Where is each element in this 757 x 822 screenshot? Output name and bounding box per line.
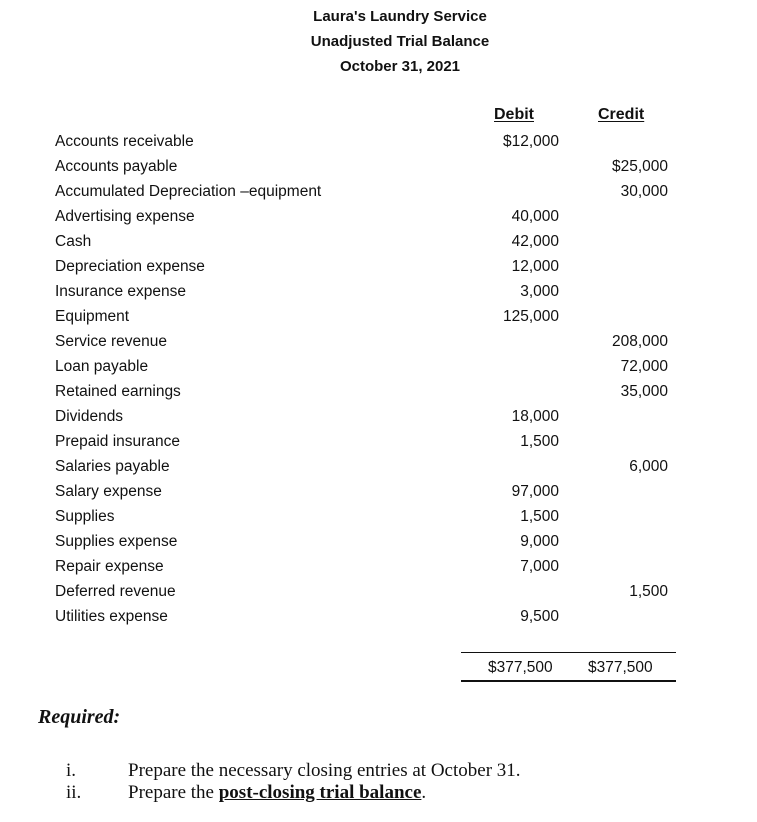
account-name: Cash bbox=[55, 233, 92, 250]
report-title-company: Laura's Laundry Service bbox=[313, 8, 487, 25]
table-row bbox=[0, 179, 757, 204]
debit-total: $377,500 bbox=[488, 659, 553, 676]
table-row bbox=[0, 579, 757, 604]
debit-amount: 97,000 bbox=[511, 483, 559, 500]
account-name: Deferred revenue bbox=[55, 583, 176, 600]
debit-column-header: Debit bbox=[494, 106, 534, 123]
credit-amount: 35,000 bbox=[620, 383, 668, 400]
table-row bbox=[0, 454, 757, 479]
table-row bbox=[0, 329, 757, 354]
debit-amount: 1,500 bbox=[520, 508, 559, 525]
credit-amount: 208,000 bbox=[611, 333, 668, 350]
task-text-prefix: Prepare the bbox=[128, 782, 219, 803]
debit-amount: 3,000 bbox=[520, 283, 559, 300]
debit-amount: 9,500 bbox=[520, 608, 559, 625]
task-number: ii. bbox=[66, 782, 82, 803]
account-name: Accounts payable bbox=[55, 158, 178, 175]
task-text-emphasis: post-closing trial balance bbox=[218, 782, 422, 803]
table-row bbox=[0, 429, 757, 454]
task-number: i. bbox=[66, 760, 77, 781]
credit-amount: 72,000 bbox=[620, 358, 668, 375]
table-row bbox=[0, 279, 757, 304]
table-row bbox=[0, 304, 757, 329]
debit-amount: 7,000 bbox=[520, 558, 559, 575]
task-text-suffix: . bbox=[421, 782, 427, 803]
report-title-date: October 31, 2021 bbox=[339, 58, 461, 75]
table-row bbox=[0, 354, 757, 379]
table-row bbox=[0, 154, 757, 179]
account-name: Utilities expense bbox=[55, 608, 168, 625]
credit-amount: 6,000 bbox=[629, 458, 668, 475]
table-row bbox=[0, 529, 757, 554]
account-name: Loan payable bbox=[55, 358, 149, 375]
debit-amount: 1,500 bbox=[520, 433, 559, 450]
debit-amount: 9,000 bbox=[520, 533, 559, 550]
debit-amount: 12,000 bbox=[511, 258, 559, 275]
account-name: Retained earnings bbox=[55, 383, 181, 400]
task-item bbox=[0, 760, 757, 782]
task-text bbox=[128, 782, 426, 804]
account-name: Accounts receivable bbox=[55, 133, 194, 150]
account-name: Prepaid insurance bbox=[55, 433, 180, 450]
total-rule-bottom bbox=[461, 680, 676, 682]
account-name: Equipment bbox=[55, 308, 130, 325]
table-row bbox=[0, 504, 757, 529]
total-rule-top bbox=[461, 652, 676, 653]
task-text: Prepare the necessary closing entries at October 31. bbox=[128, 760, 521, 781]
debit-amount: 40,000 bbox=[511, 208, 559, 225]
account-name: Accumulated Depreciation –equipment bbox=[55, 183, 322, 200]
credit-amount: 1,500 bbox=[629, 583, 668, 600]
credit-total: $377,500 bbox=[588, 659, 653, 676]
task-item bbox=[0, 782, 757, 804]
table-row bbox=[0, 229, 757, 254]
account-name: Supplies expense bbox=[55, 533, 178, 550]
table-row bbox=[0, 254, 757, 279]
credit-amount: 30,000 bbox=[620, 183, 668, 200]
required-heading: Required: bbox=[38, 706, 121, 728]
table-row bbox=[0, 604, 757, 629]
table-row bbox=[0, 479, 757, 504]
report-title-name: Unadjusted Trial Balance bbox=[310, 33, 490, 50]
debit-amount: 125,000 bbox=[502, 308, 559, 325]
account-name: Salaries payable bbox=[55, 458, 170, 475]
credit-amount: $25,000 bbox=[611, 158, 668, 175]
account-name: Depreciation expense bbox=[55, 258, 205, 275]
account-name: Repair expense bbox=[55, 558, 164, 575]
table-row bbox=[0, 404, 757, 429]
debit-amount: 42,000 bbox=[511, 233, 559, 250]
account-name: Dividends bbox=[55, 408, 124, 425]
account-name: Salary expense bbox=[55, 483, 162, 500]
account-name: Advertising expense bbox=[55, 208, 195, 225]
account-name: Supplies bbox=[55, 508, 115, 525]
table-row bbox=[0, 129, 757, 154]
table-row bbox=[0, 204, 757, 229]
account-name: Service revenue bbox=[55, 333, 168, 350]
debit-amount: 18,000 bbox=[511, 408, 559, 425]
account-name: Insurance expense bbox=[55, 283, 186, 300]
table-row bbox=[0, 379, 757, 404]
credit-column-header: Credit bbox=[598, 106, 645, 123]
table-row bbox=[0, 554, 757, 579]
debit-amount: $12,000 bbox=[502, 133, 559, 150]
